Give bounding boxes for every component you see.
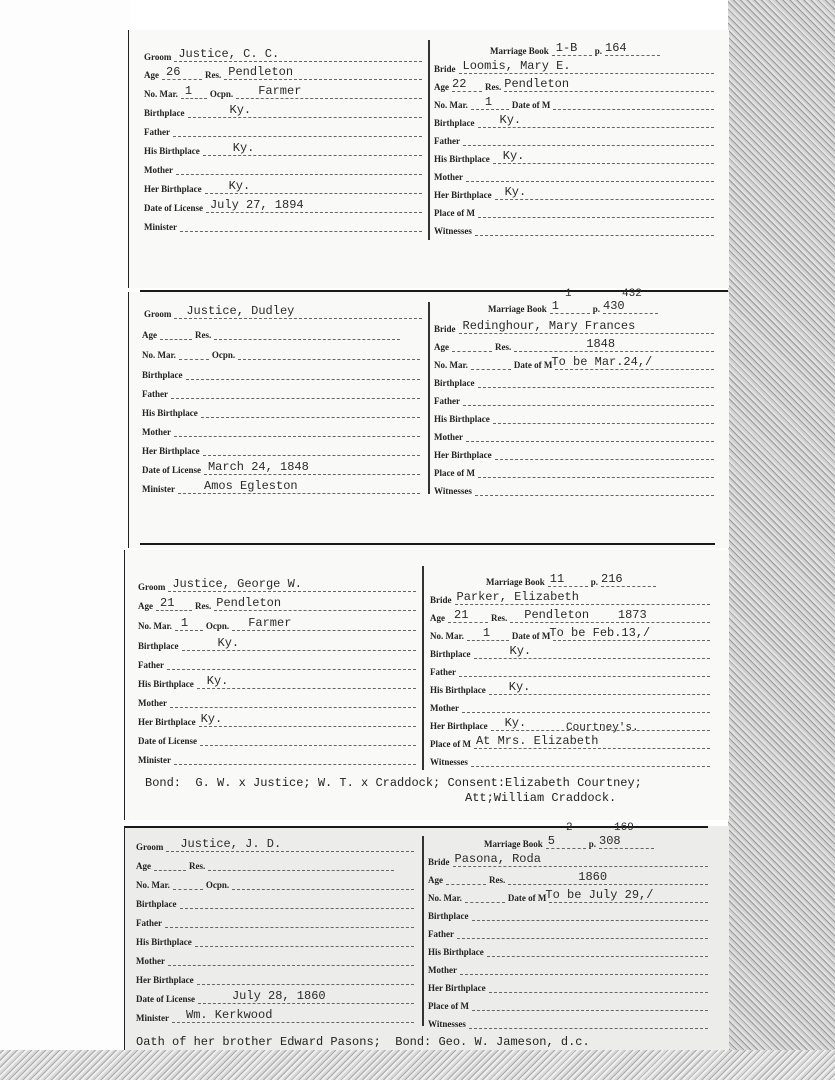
bride-res-label: Res. [491, 613, 508, 623]
minister-label: Minister [136, 1013, 169, 1023]
bride-label: Bride [434, 324, 456, 334]
bride-his-birthplace-value: Ky. [502, 149, 525, 163]
bride-value: Pasona, Roda [454, 852, 541, 866]
res-label: Res. [189, 861, 206, 871]
bride-value: Loomis, Mary E. [462, 59, 571, 73]
bride-her-birthplace-field-1 [434, 186, 714, 200]
bride-birthplace-label: Birthplace [430, 649, 471, 659]
minister-label: Minister [144, 222, 177, 232]
res-label: Res. [195, 601, 212, 611]
bride-field-4 [428, 853, 708, 867]
place-of-m-field-3 [430, 735, 710, 749]
bride-his-birthplace-field-3 [430, 681, 710, 695]
no-mar-value: 1 [184, 84, 193, 98]
groom-label: Groom [144, 309, 172, 319]
birthplace-label: Birthplace [136, 899, 177, 909]
bride-father-label: Father [434, 396, 460, 406]
bride-birthplace-field-2 [434, 374, 714, 388]
age-field-4 [136, 857, 394, 871]
record-3-note-line-2: Att;William Craddock. [465, 791, 617, 805]
bride-his-birthplace-label: His Birthplace [434, 154, 490, 164]
page-superscript: 432 [622, 288, 642, 300]
bride-birthplace-label: Birthplace [428, 911, 469, 921]
bride-her-birthplace-label: Her Birthplace [428, 983, 486, 993]
bride-res-value: 1848 [586, 337, 616, 351]
bride-his-birthplace-field-1 [434, 150, 714, 164]
date-of-license-value: July 28, 1860 [231, 989, 326, 1003]
res-label: Res. [205, 70, 222, 80]
page-superscript: 169 [614, 822, 634, 834]
minister-label: Minister [138, 755, 171, 765]
bride-label: Bride [434, 64, 456, 74]
page-margin-left [0, 0, 130, 1080]
bride-label: Bride [428, 857, 450, 867]
date-of-license-value: March 24, 1848 [207, 460, 309, 474]
date-of-license-label: Date of License [144, 203, 203, 213]
father-field-2 [142, 385, 420, 399]
no-mar-label: No. Mar. [136, 880, 170, 890]
marriage-book-superscript: 1 [565, 288, 572, 300]
her-birthplace-label: Her Birthplace [144, 184, 202, 194]
birthplace-label: Birthplace [138, 641, 179, 651]
minister-value: Wm. Kerkwood [186, 1008, 273, 1022]
age-label: Age [136, 861, 151, 871]
bride-his-birthplace-value: Ky. [508, 680, 531, 694]
place-of-m-superscript: Courtney's. [566, 722, 639, 734]
groom-value: Justice, C. C. [178, 47, 280, 61]
bride-birthplace-value: Ky. [499, 113, 522, 127]
his-birthplace-label: His Birthplace [138, 679, 194, 689]
date-of-license-field-2 [142, 461, 420, 475]
record-2-divider [428, 302, 430, 494]
date-of-m-label: Date of M [507, 893, 547, 903]
bride-field-3 [430, 591, 710, 605]
birthplace-value: Ky. [217, 636, 240, 650]
bride-her-birthplace-value: Ky. [504, 716, 527, 730]
no-mar-label: No. Mar. [142, 350, 176, 360]
record-3-divider [422, 566, 424, 770]
father-label: Father [138, 660, 164, 670]
bride-age-label: Age [434, 342, 449, 352]
birthplace-field-4 [136, 895, 414, 909]
bride-mother-field-4 [428, 961, 708, 975]
place-of-m-field-1 [434, 204, 714, 218]
marriage-book-label: Marriage Book [486, 577, 545, 587]
his-birthplace-label: His Birthplace [142, 408, 198, 418]
bride-no-mar-field-3 [430, 627, 710, 641]
page-label: p. [590, 577, 599, 587]
bride-her-birthplace-label: Her Birthplace [430, 721, 488, 731]
father-field-3 [138, 656, 416, 670]
bride-birthplace-field-1 [434, 114, 714, 128]
bride-age-field-2 [434, 338, 714, 352]
age-field-1 [144, 66, 422, 80]
bride-her-birthplace-label: Her Birthplace [434, 190, 492, 200]
record-1-divider [428, 40, 430, 240]
bride-age-label: Age [428, 875, 443, 885]
date-of-license-label: Date of License [138, 736, 197, 746]
minister-label: Minister [142, 484, 175, 494]
place-of-m-field-2 [434, 464, 714, 478]
witnesses-label: Witnesses [428, 1019, 466, 1029]
her-birthplace-field-1 [144, 180, 422, 194]
witnesses-field-2 [434, 482, 714, 496]
her-birthplace-label: Her Birthplace [138, 717, 196, 727]
minister-field-2 [142, 480, 420, 494]
ocpn-value: Farmer [248, 616, 292, 630]
witnesses-label: Witnesses [434, 226, 472, 236]
date-of-license-value: July 27, 1894 [209, 198, 304, 212]
mother-field-1 [144, 161, 422, 175]
date-of-m-value: To be July 29,/ [545, 888, 654, 902]
his-birthplace-field-2 [142, 404, 420, 418]
bride-his-birthplace-label: His Birthplace [428, 947, 484, 957]
witnesses-field-3 [430, 753, 710, 767]
bride-value: Parker, Elizabeth [456, 590, 579, 604]
his-birthplace-label: His Birthplace [144, 146, 200, 156]
record-4-divider [422, 836, 424, 1026]
bride-birthplace-field-3 [430, 645, 710, 659]
ocpn-value: Farmer [258, 84, 302, 98]
date-of-license-label: Date of License [142, 465, 201, 475]
mother-label: Mother [144, 165, 173, 175]
bride-mother-label: Mother [434, 172, 463, 182]
marriage-book-field-2 [488, 300, 658, 314]
bride-res-value: 1860 [578, 870, 608, 884]
birthplace-field-1 [144, 104, 422, 118]
her-birthplace-label: Her Birthplace [136, 975, 194, 985]
bride-age-field-3 [430, 609, 710, 623]
date-of-license-field-1 [144, 199, 422, 213]
his-birthplace-label: His Birthplace [136, 937, 192, 947]
ocpn-label: Ocpn. [209, 89, 234, 99]
his-birthplace-field-4 [136, 933, 414, 947]
bride-no-mar-label: No. Mar. [434, 360, 468, 370]
groom-field-4 [136, 838, 414, 852]
witnesses-label: Witnesses [434, 486, 472, 496]
no-mar-field-1 [144, 85, 422, 99]
bride-mother-label: Mother [434, 432, 463, 442]
bride-field-1 [434, 60, 714, 74]
mother-label: Mother [142, 427, 171, 437]
bride-res-label: Res. [485, 82, 502, 92]
page-label: p. [594, 46, 603, 56]
marriage-book-field-3 [486, 573, 656, 587]
marriage-book-superscript: 2 [566, 822, 573, 834]
mother-label: Mother [136, 956, 165, 966]
bride-res-label: Res. [489, 875, 506, 885]
res-value: Pendleton [228, 65, 294, 79]
her-birthplace-value: Ky. [228, 179, 251, 193]
groom-label: Groom [144, 52, 172, 62]
bride-age-label: Age [434, 82, 449, 92]
birthplace-field-2 [142, 366, 420, 380]
bride-father-label: Father [430, 667, 456, 677]
mother-field-2 [142, 423, 420, 437]
her-birthplace-label: Her Birthplace [142, 446, 200, 456]
witnesses-field-1 [434, 222, 714, 236]
res-label: Res. [195, 330, 212, 340]
groom-field-3 [138, 578, 416, 592]
date-of-m-label: Date of M [511, 631, 551, 641]
age-label: Age [138, 601, 153, 611]
bride-label: Bride [430, 595, 452, 605]
bride-birthplace-label: Birthplace [434, 378, 475, 388]
father-label: Father [144, 127, 170, 137]
marriage-book-value: 5 [547, 834, 555, 848]
res-value: Pendleton [216, 596, 282, 610]
birthplace-label: Birthplace [144, 108, 185, 118]
marriage-book-label: Marriage Book [484, 839, 543, 849]
bride-her-birthplace-field-2 [434, 446, 714, 460]
record-4-note-line-1: Oath of her brother Edward Pasons; Bond: Geo. W. Jameson, d.c. [136, 1035, 590, 1049]
bride-no-mar-label: No. Mar. [434, 100, 468, 110]
her-birthplace-field-3 [138, 713, 416, 727]
bride-mother-field-3 [430, 699, 710, 713]
marriage-book-label: Marriage Book [490, 46, 549, 56]
page-value: 164 [605, 41, 627, 55]
bride-age-field-4 [428, 871, 708, 885]
page-label: p. [592, 304, 601, 314]
groom-label: Groom [136, 842, 164, 852]
bride-no-mar-label: No. Mar. [430, 631, 464, 641]
page-value: 216 [601, 572, 623, 586]
bride-her-birthplace-label: Her Birthplace [434, 450, 492, 460]
bride-no-mar-value: 1 [482, 626, 491, 640]
no-mar-field-2 [142, 346, 420, 360]
minister-field-4 [136, 1009, 414, 1023]
mother-label: Mother [138, 698, 167, 708]
bride-her-birthplace-field-4 [428, 979, 708, 993]
bride-his-birthplace-field-4 [428, 943, 708, 957]
groom-label: Groom [138, 582, 166, 592]
marriage-book-field-1 [490, 42, 660, 56]
place-of-m-field-4 [428, 997, 708, 1011]
no-mar-label: No. Mar. [138, 621, 172, 631]
minister-field-1 [144, 218, 422, 232]
groom-field-2 [144, 305, 422, 319]
bride-father-field-3 [430, 663, 710, 677]
bride-age-value: 22 [452, 77, 467, 91]
father-field-4 [136, 914, 414, 928]
bride-no-mar-field-2 [434, 356, 714, 370]
father-label: Father [136, 918, 162, 928]
his-birthplace-field-1 [144, 142, 422, 156]
witnesses-label: Witnesses [430, 757, 468, 767]
bride-his-birthplace-label: His Birthplace [430, 685, 486, 695]
date-of-m-label: Date of M [511, 100, 551, 110]
bride-his-birthplace-label: His Birthplace [434, 414, 490, 424]
no-mar-field-3 [138, 617, 416, 631]
bride-birthplace-field-4 [428, 907, 708, 921]
ocpn-label: Ocpn. [211, 350, 236, 360]
minister-field-3 [138, 751, 416, 765]
bride-res-value: Pendleton 1873 [524, 608, 647, 622]
her-birthplace-value: Ky. [200, 712, 223, 726]
ocpn-label: Ocpn. [205, 880, 230, 890]
age-label: Age [144, 70, 159, 80]
his-birthplace-value: Ky. [206, 674, 229, 688]
date-of-license-label: Date of License [136, 994, 195, 1004]
ocpn-label: Ocpn. [205, 621, 230, 631]
minister-value: Amos Egleston [204, 479, 298, 493]
bride-no-mar-label: No. Mar. [428, 893, 462, 903]
date-of-license-field-4 [136, 990, 414, 1004]
bride-mother-field-1 [434, 168, 714, 182]
place-of-m-label: Place of M [434, 468, 475, 478]
birthplace-field-3 [138, 637, 416, 651]
marriage-book-value: 11 [549, 572, 565, 586]
bride-father-field-4 [428, 925, 708, 939]
bride-no-mar-field-4 [428, 889, 708, 903]
bride-res-value: Pendleton [504, 77, 570, 91]
no-mar-field-4 [136, 876, 414, 890]
marriage-book-value: 1 [551, 299, 559, 313]
marriage-book-field-4 [484, 835, 654, 849]
bride-birthplace-label: Birthplace [434, 118, 475, 128]
bride-value: Redinghour, Mary Frances [462, 319, 636, 333]
scan-edge-bottom [0, 1050, 835, 1080]
bride-mother-label: Mother [430, 703, 459, 713]
mother-field-4 [136, 952, 414, 966]
page-value: 430 [603, 299, 625, 313]
place-of-m-label: Place of M [430, 739, 471, 749]
father-field-1 [144, 123, 422, 137]
bride-mother-label: Mother [428, 965, 457, 975]
bride-field-2 [434, 320, 714, 334]
no-mar-value: 1 [180, 616, 189, 630]
groom-field-1 [144, 48, 422, 62]
his-birthplace-field-3 [138, 675, 416, 689]
bride-her-birthplace-value: Ky. [504, 185, 527, 199]
bride-age-label: Age [430, 613, 445, 623]
page-value: 308 [599, 834, 621, 848]
marriage-book-label: Marriage Book [488, 304, 547, 314]
bride-res-label: Res. [495, 342, 512, 352]
bride-father-field-1 [434, 132, 714, 146]
bride-no-mar-value: 1 [484, 95, 493, 109]
bride-age-value: 21 [454, 608, 469, 622]
his-birthplace-value: Ky. [232, 141, 255, 155]
bride-age-field-1 [434, 78, 714, 92]
father-label: Father [142, 389, 168, 399]
scan-edge-right [728, 0, 835, 1080]
mother-field-3 [138, 694, 416, 708]
date-of-m-value: To be Mar.24,/ [551, 355, 653, 369]
date-of-m-label: Date of M [513, 360, 553, 370]
bride-father-field-2 [434, 392, 714, 406]
witnesses-field-4 [428, 1015, 708, 1029]
no-mar-label: No. Mar. [144, 89, 178, 99]
her-birthplace-field-2 [142, 442, 420, 456]
age-field-2 [142, 326, 400, 340]
record-2-bottom-rule [140, 543, 715, 545]
groom-value: Justice, J. D. [180, 837, 282, 851]
place-of-m-value: At Mrs. Elizabeth [475, 734, 599, 748]
bride-his-birthplace-field-2 [434, 410, 714, 424]
age-value: 21 [160, 596, 175, 610]
bride-no-mar-field-1 [434, 96, 714, 110]
bride-birthplace-value: Ky. [509, 644, 532, 658]
marriage-book-value: 1-B [555, 41, 578, 55]
birthplace-label: Birthplace [142, 370, 183, 380]
date-of-m-value: To be Feb.13,/ [549, 626, 651, 640]
page-label: p. [588, 839, 597, 849]
place-of-m-label: Place of M [434, 208, 475, 218]
groom-value: Justice, George W. [172, 577, 302, 591]
age-label: Age [142, 330, 157, 340]
bride-father-label: Father [428, 929, 454, 939]
age-value: 26 [166, 65, 181, 79]
bride-father-label: Father [434, 136, 460, 146]
record-3-note-line-1: Bond: G. W. x Justice; W. T. x Craddock; Consent:Elizabeth Courtney; [145, 776, 642, 790]
date-of-license-field-3 [138, 732, 416, 746]
groom-value: Justice, Dudley [186, 304, 295, 318]
bride-mother-field-2 [434, 428, 714, 442]
birthplace-value: Ky. [229, 103, 252, 117]
age-field-3 [138, 597, 416, 611]
place-of-m-label: Place of M [428, 1001, 469, 1011]
her-birthplace-field-4 [136, 971, 414, 985]
